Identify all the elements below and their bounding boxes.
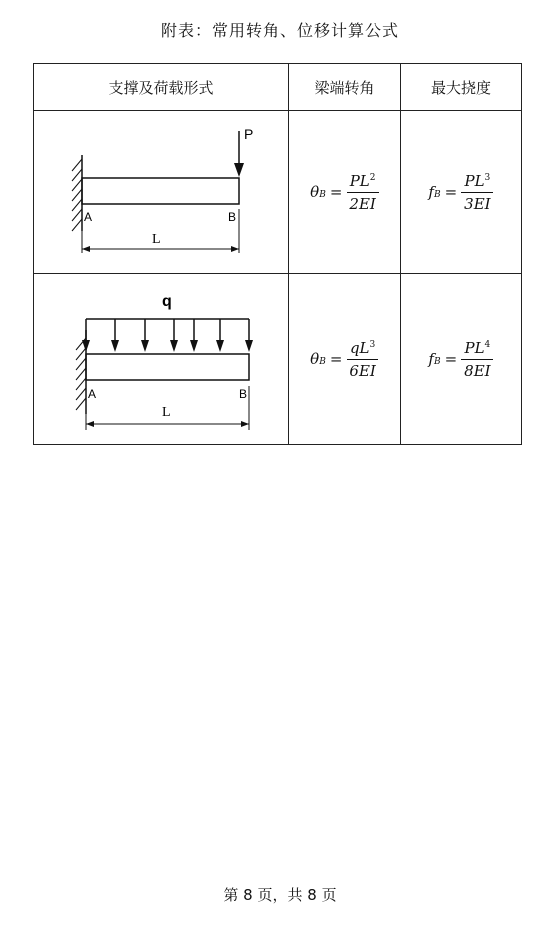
table-row: [34, 111, 522, 274]
fixed-support-hatching: [76, 338, 86, 410]
rotation-formula: θ $_B$ = $\frac{PL^2}{2EI}$: [310, 172, 379, 213]
point-a-label: A: [84, 210, 93, 224]
table-row: [34, 274, 522, 445]
load-label-q: q: [162, 293, 172, 310]
header-max-deflection: 最大挠度: [401, 64, 522, 111]
load-label-p: P: [244, 126, 254, 142]
header-beam-end-rotation: 梁端转角: [289, 64, 401, 111]
rotation-formula-cell: [289, 111, 401, 274]
fixed-support-hatching: [72, 159, 82, 231]
length-label: L: [152, 232, 161, 247]
length-label: L: [162, 405, 171, 420]
deflection-formula-cell: [401, 274, 522, 445]
beam: [86, 354, 249, 380]
cantilever-distributed-load-svg: [34, 274, 289, 444]
point-b-label: B: [228, 210, 237, 224]
point-load-arrowhead: [234, 163, 244, 177]
header-support-load: 支撑及荷载形式: [34, 64, 289, 111]
page-title: 附表：常用转角、位移计算公式: [160, 21, 399, 40]
deflection-formula: f $_B$ = $\frac{PL^3}{3EI}$: [428, 172, 493, 213]
rotation-formula-cell: [289, 274, 401, 445]
distributed-load-arrows: [82, 319, 253, 352]
cantilever-point-load-svg: [34, 111, 289, 273]
point-a-label: A: [88, 387, 97, 401]
rotation-formula: θ $_B$ = $\frac{qL^3}{6EI}$: [310, 339, 379, 380]
cantilever-point-load-diagram: [34, 111, 289, 274]
point-b-label: B: [239, 387, 248, 401]
beam: [82, 178, 239, 204]
formula-table: [33, 63, 522, 445]
deflection-formula: f $_B$ = $\frac{PL^4}{8EI}$: [428, 339, 493, 380]
deflection-formula-cell: [401, 111, 522, 274]
cantilever-distributed-load-diagram: [34, 274, 289, 445]
page-footer: 第 8 页，共 8 页: [223, 886, 337, 904]
